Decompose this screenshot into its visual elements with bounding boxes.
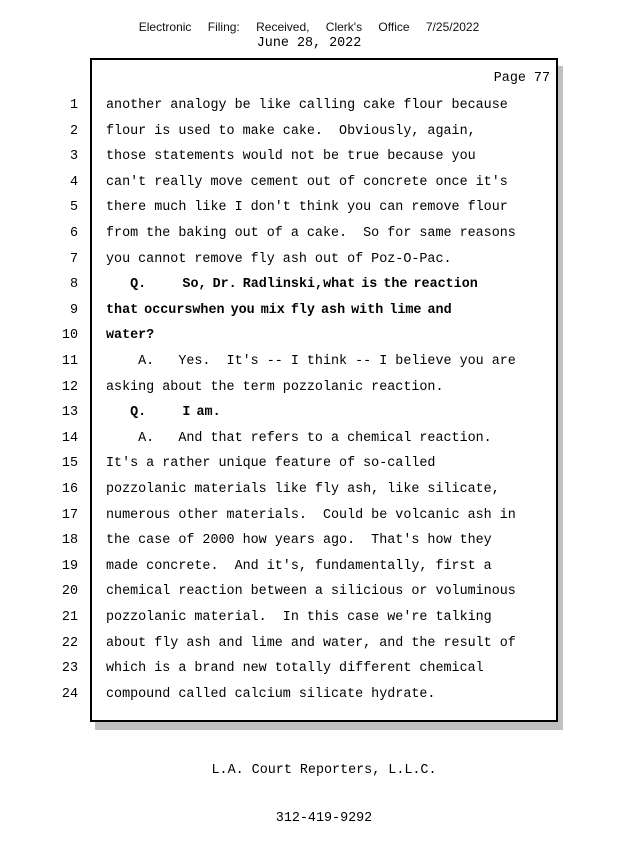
court-reporter-phone: 312-419-9292 xyxy=(275,811,373,826)
line-text: compound called calcium silicate hydrate. xyxy=(106,686,436,702)
line-text: pozzolanic materials like fly ash, like silicate, xyxy=(106,482,500,497)
line-text: which is a brand new totally different chemical xyxy=(106,661,484,677)
transcript-line xyxy=(0,379,618,405)
line-number: 9 xyxy=(69,302,78,318)
efiling-stamp: Electronic Filing: Received, Clerk's Office 7/25/2022 xyxy=(138,20,480,34)
line-text: you cannot remove fly ash out of Poz-O-Pac. xyxy=(106,251,452,267)
deposition-date: June 28, 2022 xyxy=(256,36,362,51)
line-number: 18 xyxy=(61,533,78,549)
line-number: 19 xyxy=(61,558,78,574)
line-number: 16 xyxy=(61,482,78,497)
line-number: 2 xyxy=(69,123,78,139)
transcript-line xyxy=(0,353,618,379)
line-text: asking about the term pozzolanic reaction. xyxy=(106,379,444,395)
transcript-line xyxy=(0,686,618,712)
line-text: that occurswhen you mix fly ash with lime and xyxy=(106,302,452,318)
line-text: there much like I don't think you can remove flour xyxy=(106,200,508,216)
transcript-line xyxy=(0,455,618,481)
transcript-line xyxy=(0,199,618,225)
line-text: numerous other materials. Could be volcanic ash in xyxy=(106,507,516,523)
line-number: 1 xyxy=(69,98,78,113)
line-number: 10 xyxy=(61,328,78,344)
line-text: about fly ash and lime and water, and the result of xyxy=(106,635,516,651)
line-number: 4 xyxy=(69,174,78,190)
line-text: It's a rather unique feature of so-called xyxy=(106,456,436,472)
transcript-line xyxy=(0,97,618,123)
line-number: 12 xyxy=(61,379,78,395)
transcript-line xyxy=(0,302,618,328)
transcript-line xyxy=(0,609,618,635)
transcript-line xyxy=(0,327,618,353)
line-number: 8 xyxy=(69,277,78,293)
line-number: 22 xyxy=(61,635,78,651)
line-text: from the baking out of a cake. So for same reasons xyxy=(106,226,516,241)
line-text: A. Yes. It's -- I think -- I believe you are xyxy=(106,354,516,369)
line-number: 23 xyxy=(61,661,78,677)
line-text: water? xyxy=(106,328,155,344)
line-number: 20 xyxy=(61,584,78,600)
transcript-line xyxy=(0,276,618,302)
transcript-line xyxy=(0,174,618,200)
line-number: 24 xyxy=(61,686,78,702)
line-text: those statements would not be true because you xyxy=(106,149,476,165)
transcript-line xyxy=(0,481,618,507)
line-number: 15 xyxy=(61,456,78,472)
transcript-line xyxy=(0,635,618,661)
line-number: 7 xyxy=(69,251,78,267)
line-number: 5 xyxy=(69,200,78,216)
transcript-line xyxy=(0,430,618,456)
page-footer xyxy=(90,731,558,859)
line-number: 13 xyxy=(61,405,78,421)
page-number: Page 77 xyxy=(493,71,550,86)
court-reporter-name: L.A. Court Reporters, L.L.C. xyxy=(211,763,437,778)
transcript-line xyxy=(0,558,618,584)
line-text: A. And that refers to a chemical reaction. xyxy=(106,430,492,446)
line-text: chemical reaction between a silicious or voluminous xyxy=(106,584,516,600)
transcript-line xyxy=(0,123,618,149)
line-number: 11 xyxy=(61,354,78,369)
page-header xyxy=(0,20,618,51)
transcript-line xyxy=(0,583,618,609)
line-text: flour is used to make cake. Obviously, again, xyxy=(106,123,476,139)
transcript-line xyxy=(0,225,618,251)
transcript-line xyxy=(0,251,618,277)
transcript-line xyxy=(0,404,618,430)
line-text: another analogy be like calling cake flour because xyxy=(106,98,508,113)
transcript-line xyxy=(0,660,618,686)
line-text: the case of 2000 how years ago. That's how they xyxy=(106,533,492,549)
transcript-line xyxy=(0,507,618,533)
line-text: Q. So, Dr. Radlinski,what is the reaction xyxy=(106,277,478,293)
line-text: made concrete. And it's, fundamentally, first a xyxy=(106,558,492,574)
line-number: 14 xyxy=(61,430,78,446)
line-number: 6 xyxy=(69,226,78,241)
line-number: 3 xyxy=(69,149,78,165)
transcript-line xyxy=(0,532,618,558)
line-text: can't really move cement out of concrete once it's xyxy=(106,174,508,190)
line-number: 21 xyxy=(61,610,78,625)
line-text: Q. I am. xyxy=(106,405,221,421)
transcript-line xyxy=(0,148,618,174)
line-text: pozzolanic material. In this case we're talking xyxy=(106,610,492,625)
line-number: 17 xyxy=(61,507,78,523)
